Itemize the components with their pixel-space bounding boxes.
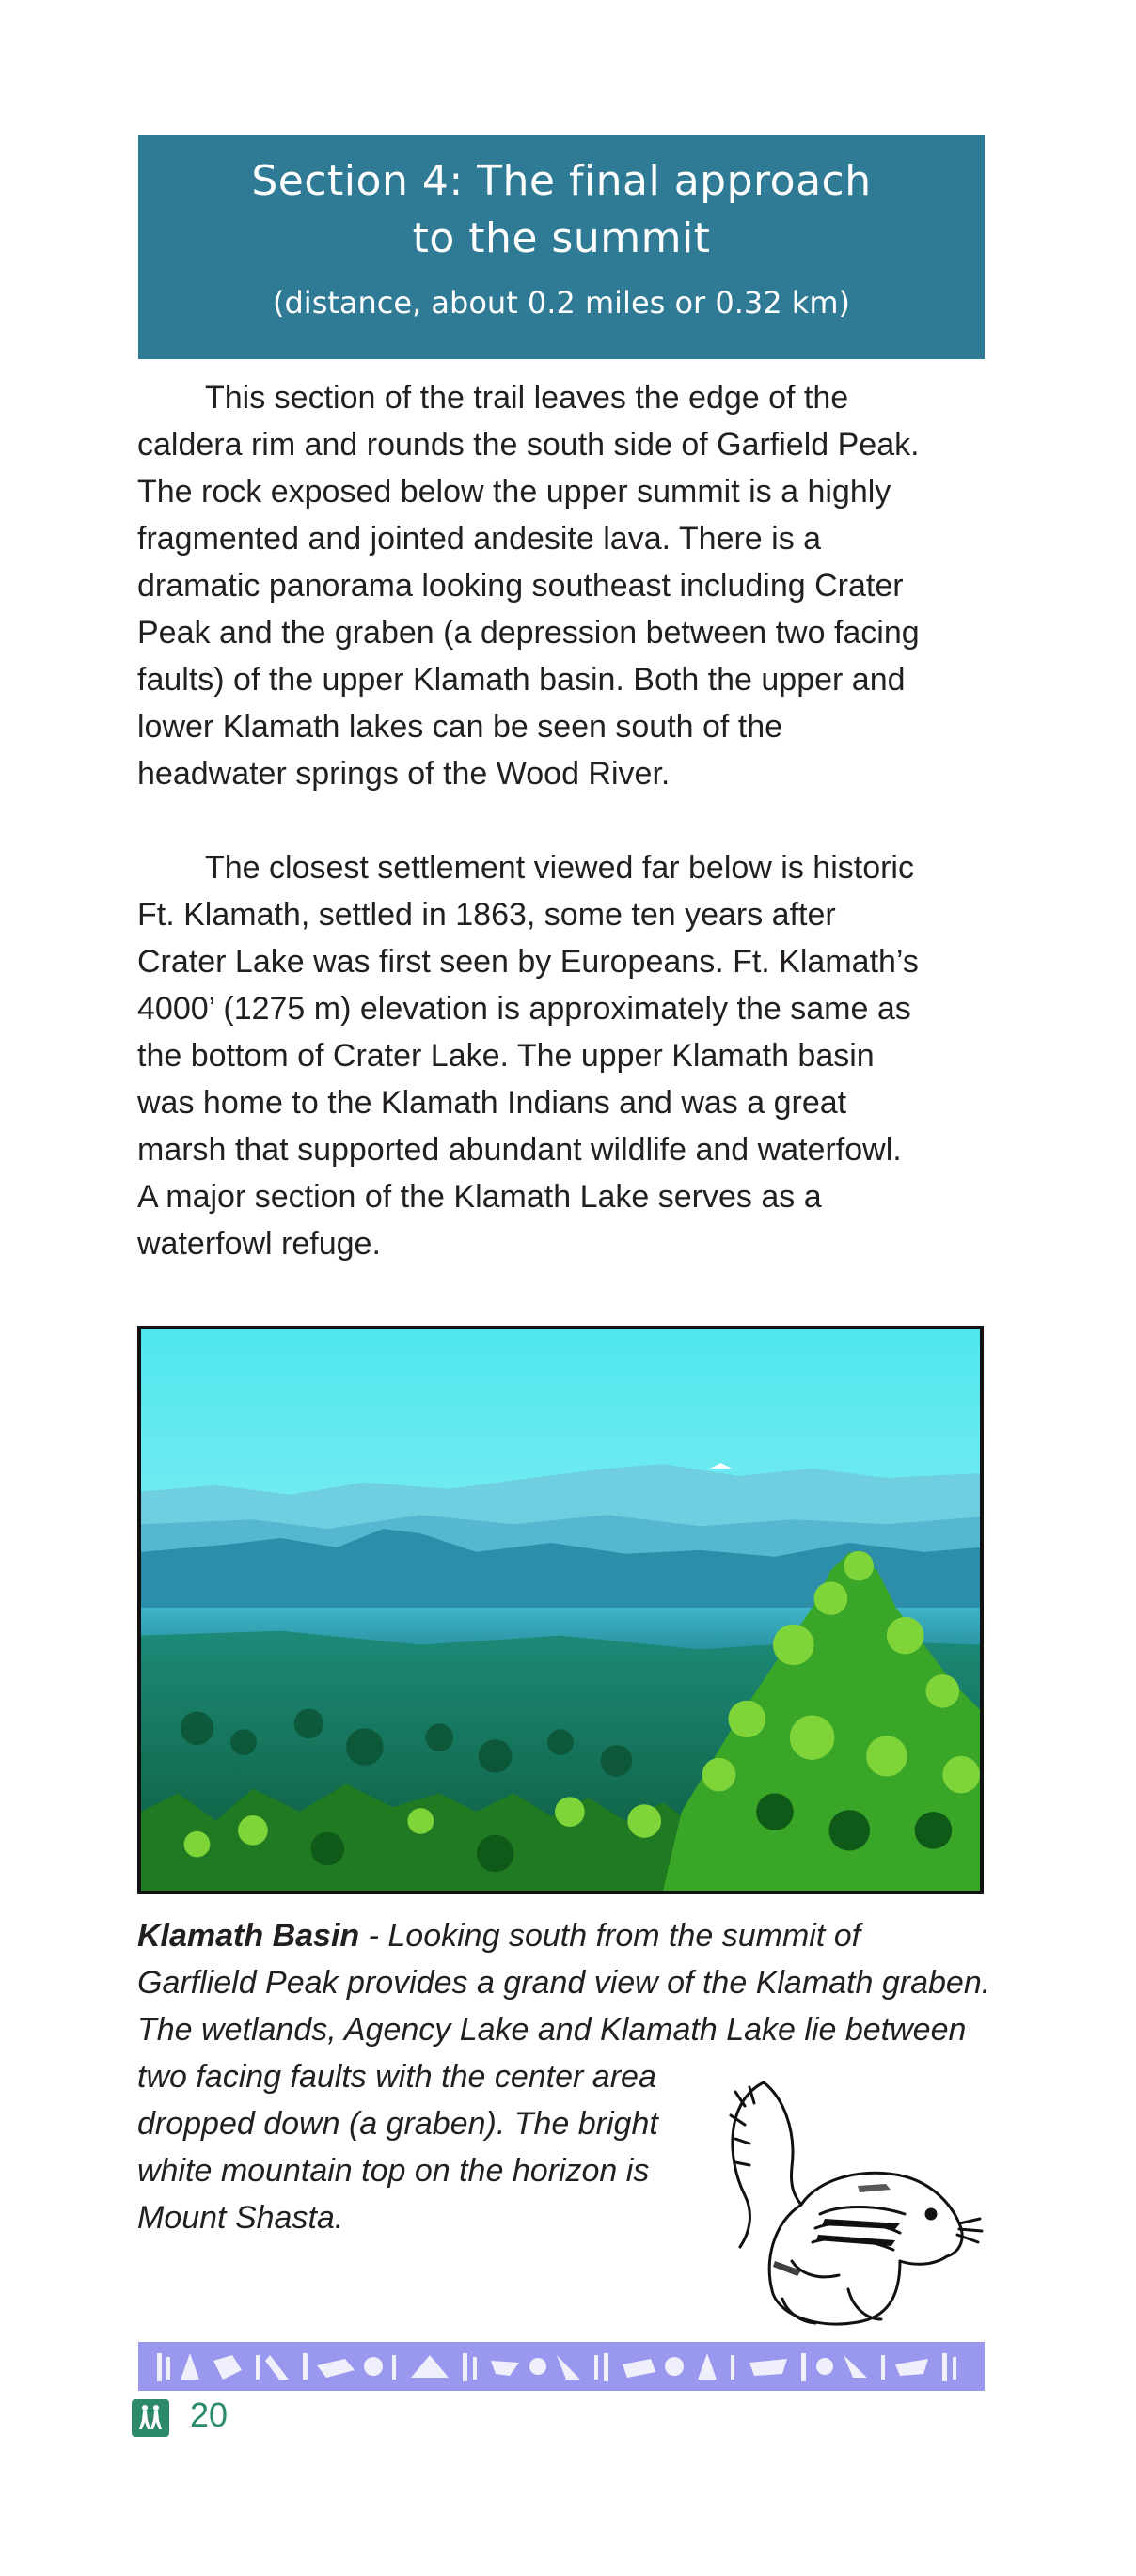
landscape-image bbox=[141, 1329, 980, 1891]
caption-text: - Looking south from the summit of bbox=[359, 1918, 861, 1954]
caption-line: two facing faults with the center area bbox=[137, 2059, 656, 2095]
paragraph-line: the bottom of Crater Lake. The upper Klamath basin bbox=[137, 1038, 875, 1074]
paragraph-line: 4000’ (1275 m) elevation is approximately the same as bbox=[137, 991, 911, 1027]
paragraph-line: A major section of the Klamath Lake serves as a bbox=[137, 1179, 822, 1215]
caption-line bbox=[137, 1912, 988, 1959]
paragraph-line: The closest settlement viewed far below is historic bbox=[205, 850, 914, 886]
section-title bbox=[138, 152, 985, 267]
paragraph-line: Ft. Klamath, settled in 1863, some ten years after bbox=[137, 897, 836, 933]
hikers-icon bbox=[132, 2399, 169, 2437]
paragraph-line: fragmented and jointed andesite lava. There is a bbox=[137, 521, 822, 557]
section-header bbox=[138, 135, 985, 359]
caption-line: Garflield Peak provides a grand view of the Klamath graben. bbox=[137, 1965, 991, 2001]
paragraph-line: dramatic panorama looking southeast including Crater bbox=[137, 568, 904, 604]
section-title-line-2: to the summit bbox=[412, 214, 711, 262]
paragraph-line: marsh that supported abundant wildlife and waterfowl. bbox=[137, 1132, 902, 1168]
page-number: 20 bbox=[190, 2395, 229, 2434]
paragraph-line: was home to the Klamath Indians and was a great bbox=[137, 1085, 847, 1121]
paragraph-line: headwater springs of the Wood River. bbox=[137, 756, 671, 792]
paragraph-line: lower Klamath lakes can be seen south of the bbox=[137, 709, 783, 745]
paragraph-line: Peak and the graben (a depression between two facing bbox=[137, 615, 920, 651]
section-distance: (distance, about 0.2 miles or 0.32 km) bbox=[273, 285, 850, 321]
paragraph-fort-klamath bbox=[137, 844, 988, 1267]
petroglyph-icon bbox=[138, 2342, 985, 2391]
paragraph-line: faults) of the upper Klamath basin. Both the upper and bbox=[137, 662, 906, 698]
caption-line: Mount Shasta. bbox=[137, 2200, 344, 2236]
petroglyph-band bbox=[138, 2342, 985, 2391]
klamath-basin-photo bbox=[137, 1326, 984, 1894]
paragraph-trail-description bbox=[137, 374, 988, 797]
paragraph-line: waterfowl refuge. bbox=[137, 1226, 381, 1262]
paragraph-line: The rock exposed below the upper summit is a highly bbox=[137, 474, 891, 510]
paragraph-line: caldera rim and rounds the south side of Garfield Peak. bbox=[137, 427, 920, 463]
caption-line: The wetlands, Agency Lake and Klamath Lake lie between bbox=[137, 2012, 967, 2048]
caption-line: white mountain top on the horizon is bbox=[137, 2153, 650, 2189]
chipmunk-illustration bbox=[707, 2073, 989, 2336]
caption-title: Klamath Basin bbox=[137, 1918, 360, 1954]
chipmunk-icon bbox=[707, 2073, 989, 2336]
section-title-line-1: Section 4: The final approach bbox=[251, 157, 872, 205]
caption-line: dropped down (a graben). The bright bbox=[137, 2106, 658, 2142]
paragraph-line: This section of the trail leaves the edge of the bbox=[205, 380, 849, 416]
paragraph-line: Crater Lake was first seen by Europeans. Ft. Klamath’s bbox=[137, 944, 919, 980]
